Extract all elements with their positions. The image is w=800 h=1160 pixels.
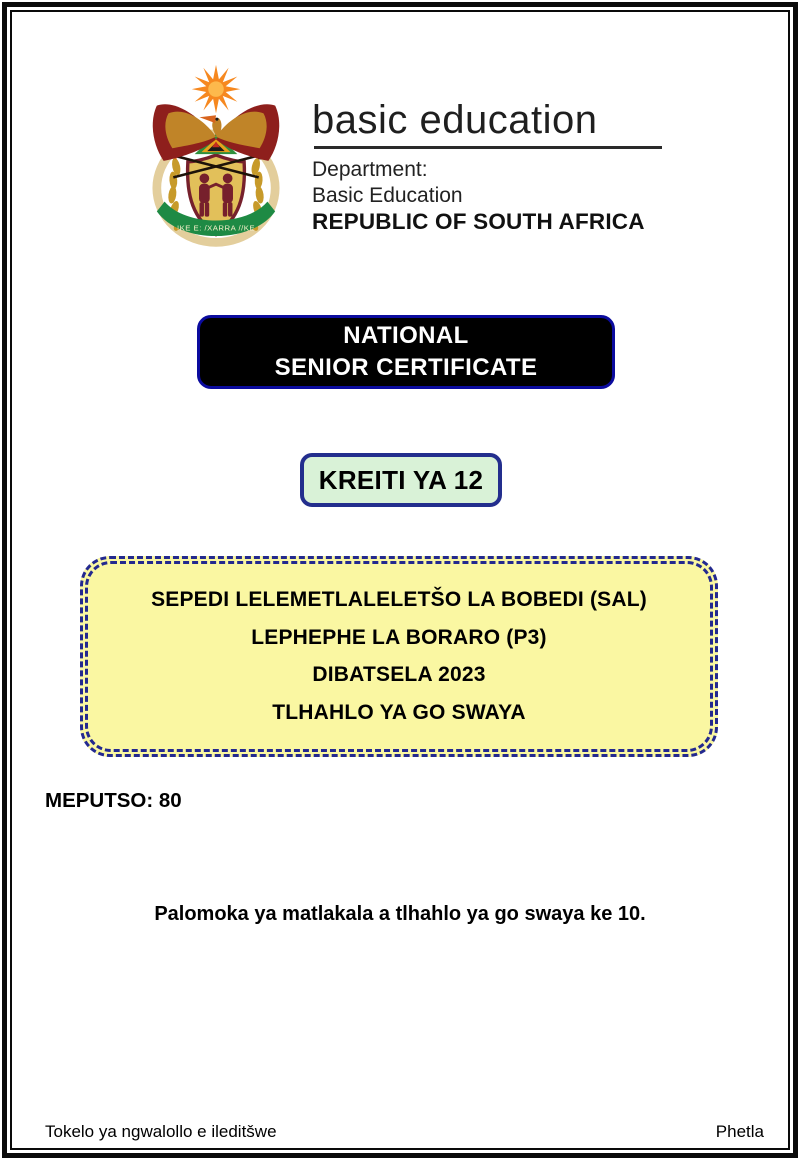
exam-doc-type-line: TLHAHLO YA GO SWAYA <box>272 701 526 725</box>
south-africa-coat-of-arms-logo <box>142 60 290 254</box>
copyright-notice: Tokelo ya ngwalollo e ileditšwe <box>45 1122 277 1141</box>
exam-title-box <box>80 556 718 757</box>
wordmark-country: REPUBLIC OF SOUTH AFRICA <box>312 209 645 235</box>
motto-text: !KE E: /XARRA //KE <box>176 223 256 233</box>
grade-badge <box>300 453 502 507</box>
turn-over-label: Phetla <box>715 1122 764 1141</box>
wordmark-rule <box>314 146 662 149</box>
nsc-line1: NATIONAL <box>343 322 469 350</box>
national-senior-certificate-banner <box>197 315 615 389</box>
wordmark-department-line1: Department: <box>312 158 428 181</box>
nsc-line2: SENIOR CERTIFICATE <box>274 354 538 381</box>
header <box>142 60 662 254</box>
grade-badge-label: KREITI YA 12 <box>318 464 484 495</box>
exam-subject-line: SEPEDI LELEMETLALELETŠO LA BOBEDI (SAL) <box>151 587 647 611</box>
marks-label: MEPUTSO: 80 <box>45 789 182 812</box>
wordmark <box>312 60 662 254</box>
exam-paper-line: LEPHEPHE LA BORARO (P3) <box>251 625 547 649</box>
exam-session-line: DIBATSELA 2023 <box>312 663 486 687</box>
page-count-note: Palomoka ya matlakala a tlhahlo ya go swaya ke 10. <box>154 903 646 925</box>
wordmark-department-line2: Basic Education <box>312 183 463 207</box>
exam-title-box-inner <box>85 561 713 752</box>
wordmark-title: basic education <box>312 98 598 142</box>
